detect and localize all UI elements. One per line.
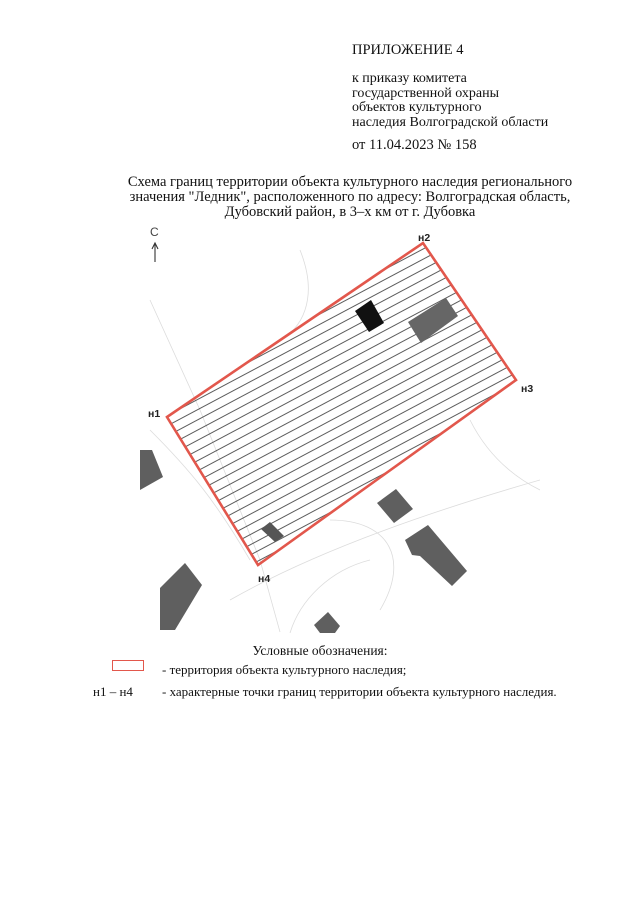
legend-territory-swatch	[112, 660, 144, 671]
order-date: от 11.04.2023 № 158	[352, 137, 477, 153]
order-line: объектов культурного	[352, 100, 482, 115]
point-label-n4: н4	[258, 573, 271, 585]
order-line: к приказу комитета	[352, 71, 467, 86]
order-line: наследия Волгоградской области	[352, 114, 549, 130]
title-line: значения "Ледник", расположенного по адресу: Волгоградская область,	[129, 189, 571, 205]
point-label-n3: н3	[521, 383, 534, 395]
order-line: государственной охраны	[352, 85, 500, 101]
boundary-map	[0, 225, 640, 635]
legend-points-text: - характерные точки границ территории объекта культурного наследия.	[162, 684, 557, 699]
building	[405, 525, 467, 586]
building	[140, 450, 163, 490]
title-line: Схема границ территории объекта культурного наследия регионального	[127, 174, 573, 190]
territory-hatch	[167, 243, 516, 565]
point-label-n1: н1	[148, 408, 161, 420]
order-reference	[352, 72, 548, 130]
appendix-heading: ПРИЛОЖЕНИЕ 4	[352, 42, 464, 58]
scheme-title	[90, 175, 610, 220]
building	[377, 489, 413, 523]
legend-title: Условные обозначения:	[252, 643, 388, 658]
building	[160, 563, 202, 630]
point-label-n2: н2	[418, 232, 431, 244]
title-line: Дубовский район, в 3–х км от г. Дубовка	[224, 204, 476, 220]
legend-territory-text: - территория объекта культурного наследия;	[162, 662, 407, 677]
legend-points-symbol: н1 – н4	[93, 684, 133, 699]
north-arrow	[150, 225, 159, 262]
north-label: С	[150, 225, 159, 239]
building	[314, 612, 340, 633]
